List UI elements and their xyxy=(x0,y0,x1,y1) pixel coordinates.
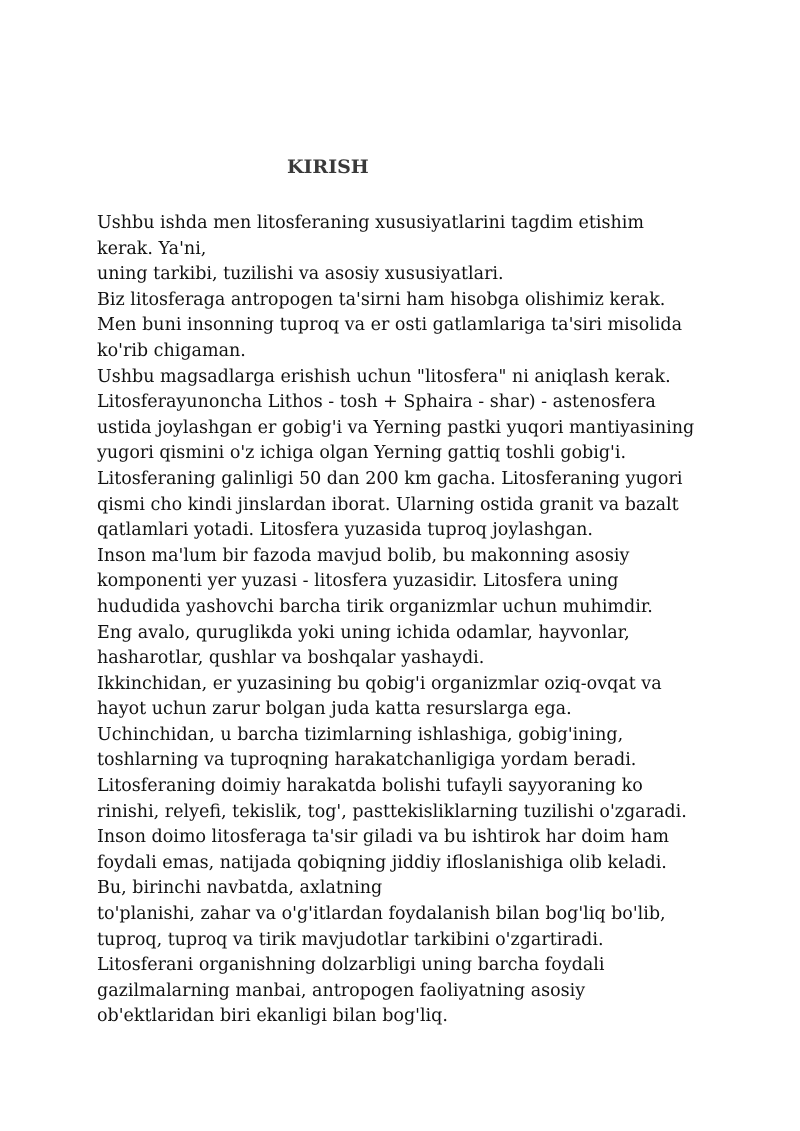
text-line: ustida joylashgan er gobig'i va Yerning pastki yuqori mantiyasining xyxy=(97,417,695,438)
text-line: Litosferani organishning dolzarbligi uning barcha foydali xyxy=(97,955,605,976)
text-line: qismi cho kindi jinslardan iborat. Ularning ostida granit va bazalt xyxy=(97,494,679,515)
text-line: tuproq, tuproq va tirik mavjudotlar tarkibini o'zgartiradi. xyxy=(97,929,604,950)
text-line: Litosferaning galinligi 50 dan 200 km gacha. Litosferaning yugori xyxy=(97,468,683,489)
text-line: Litosferaning doimiy harakatda bolishi tufayli sayyoraning ko xyxy=(97,776,643,797)
text-line: Biz litosferaga antropogen ta'sirni ham hisobga olishimiz kerak. xyxy=(97,289,666,310)
text-line: Inson doimo litosferaga ta'sir giladi va bu ishtirok har doim ham xyxy=(97,827,669,848)
text-line: Litosferayunoncha Lithos - tosh + Sphaira - shar) - astenosfera xyxy=(97,392,656,413)
text-line: Uchinchidan, u barcha tizimlarning ishlashiga, gobig'ining, xyxy=(97,724,624,745)
text-line: Ikkinchidan, er yuzasining bu qobig'i organizmlar oziq-ovqat va xyxy=(97,673,662,694)
text-line: Men buni insonning tuproq va er osti gatlamlariga ta'siri misolida xyxy=(97,315,683,336)
text-line: qatlamlari yotadi. Litosfera yuzasida tuproq joylashgan. xyxy=(97,520,593,541)
text-line: Bu, birinchi navbatda, axlatning xyxy=(97,878,383,899)
text-line: to'planishi, zahar va o'g'itlardan foydalanish bilan bog'liq bo'lib, xyxy=(97,904,666,925)
text-line: ob'ektlaridan biri ekanligi bilan bog'liq. xyxy=(97,1006,448,1027)
text-line: toshlarning va tuproqning harakatchanligiga yordam beradi. xyxy=(97,750,637,771)
text-line: hududida yashovchi barcha tirik organizmlar uchun muhimdir. xyxy=(97,596,653,617)
body-text xyxy=(97,211,737,1030)
text-line: yugori qismini o'z ichiga olgan Yerning gattiq toshli gobig'i. xyxy=(97,443,627,464)
text-line: gazilmalarning manbai, antropogen faoliyatning asosiy xyxy=(97,980,586,1001)
text-line: Ushbu magsadlarga erishish uchun "litosfera" ni aniqlash kerak. xyxy=(97,366,671,387)
page-title: KIRISH xyxy=(287,156,369,178)
text-line: Inson ma'lum bir fazoda mavjud bolib, bu makonning asosiy xyxy=(97,545,630,566)
text-line: kerak. Ya'ni, xyxy=(97,238,207,259)
text-line: hasharotlar, qushlar va boshqalar yashaydi. xyxy=(97,648,485,669)
text-line: Eng avalo, quruglikda yoki uning ichida odamlar, hayvonlar, xyxy=(97,622,630,643)
text-line: uning tarkibi, tuzilishi va asosiy xususiyatlari. xyxy=(97,264,504,285)
text-line: rinishi, relyefi, tekislik, tog', pasttekisliklarning tuzilishi o'zgaradi. xyxy=(97,801,687,822)
text-line: hayot uchun zarur bolgan juda katta resurslarga ega. xyxy=(97,699,572,720)
text-line: foydali emas, natijada qobiqning jiddiy ifloslanishiga olib keladi. xyxy=(97,852,667,873)
text-line: Ushbu ishda men litosferaning xususiyatlarini tagdim etishim xyxy=(97,213,644,233)
text-line: komponenti yer yuzasi - litosfera yuzasidir. Litosfera uning xyxy=(97,571,619,592)
text-line: ko'rib chigaman. xyxy=(97,340,246,361)
